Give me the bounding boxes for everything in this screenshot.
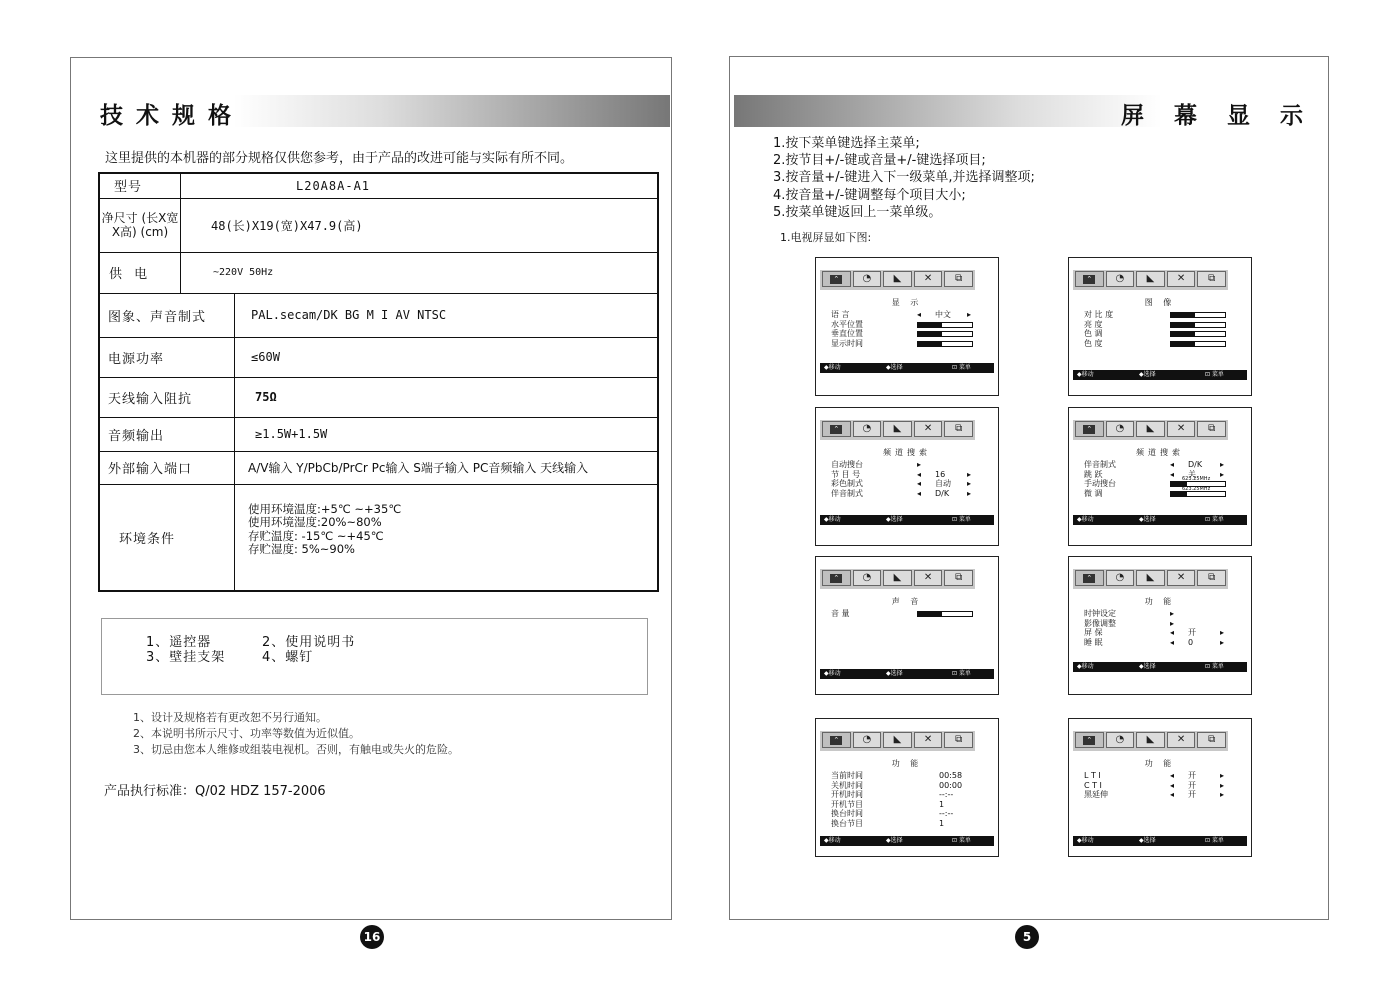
- osd-menu-row: [831, 790, 988, 800]
- osd-menu-row: [831, 819, 988, 829]
- function-tab-icon: ⧉: [944, 271, 973, 287]
- osd-right-arrow-icon: ▸: [1220, 771, 1225, 780]
- osd-row-label: L T I: [1084, 771, 1101, 780]
- picture-tab-icon: ◔: [853, 271, 882, 287]
- osd-row-label: 开机时间: [831, 790, 863, 800]
- osd-right-arrow-icon: ▸: [967, 469, 972, 479]
- function-tab-icon: ⧉: [1197, 732, 1226, 748]
- osd-row-value: 中文: [935, 310, 951, 319]
- osd-row-label: 色 调: [1084, 329, 1103, 339]
- left-page: [70, 57, 672, 920]
- osd-row-label: 开机节目: [831, 799, 863, 809]
- osd-row-label: 伴音制式: [831, 488, 863, 498]
- page-title: 屏幕显示: [1121, 103, 1333, 129]
- osd-row-label: 换台时间: [831, 809, 863, 819]
- osd-right-arrow-icon: ▸: [1170, 609, 1175, 618]
- accessory-item: 2、使用说明书: [262, 635, 356, 650]
- osd-level-fill: [918, 342, 942, 346]
- channel-tab-icon: ◣: [1136, 732, 1165, 748]
- osd-screen: [815, 257, 999, 396]
- osd-menu-title: 频道搜索: [883, 448, 931, 457]
- osd-footer: [1073, 515, 1247, 525]
- osd-footer: [820, 515, 994, 525]
- picture-tab-icon: ◔: [853, 732, 882, 748]
- osd-footer-move: ◆移动: [824, 516, 841, 523]
- spec-label: 图象、声音制式: [99, 293, 235, 337]
- osd-level-bar: [917, 322, 973, 328]
- osd-icon-bar: [820, 270, 975, 290]
- osd-left-arrow-icon: ◂: [1170, 771, 1175, 780]
- osd-menu-row: [831, 479, 988, 489]
- osd-row-label: 影像调整: [1084, 618, 1116, 628]
- osd-footer: [820, 669, 994, 679]
- osd-footer-menu: ⊡ 菜单: [1205, 663, 1224, 670]
- channel-tab-icon: ◣: [883, 732, 912, 748]
- osd-icon-bar: [820, 731, 975, 751]
- osd-menu-row: [1084, 476, 1241, 489]
- spec-label: 外部输入端口: [99, 451, 235, 484]
- osd-level-bar: [1170, 312, 1226, 318]
- osd-footer-menu: ⊡ 菜单: [952, 670, 971, 677]
- sound-tab-icon: ✕: [1167, 271, 1196, 287]
- channel-tab-icon: ◣: [883, 271, 912, 287]
- sound-tab-icon: ✕: [914, 271, 943, 287]
- osd-left-arrow-icon: ◂: [917, 469, 922, 479]
- picture-tab-icon: ◔: [1106, 271, 1135, 287]
- accessory-item: 4、螺钉: [262, 650, 314, 665]
- sound-tab-icon: ✕: [1167, 570, 1196, 586]
- osd-level-bar: [1170, 331, 1226, 337]
- osd-menu-row: [1084, 485, 1241, 499]
- sound-tab-icon: ✕: [1167, 421, 1196, 437]
- spec-label: 电源功率: [99, 337, 235, 377]
- osd-level-bar: [917, 341, 973, 347]
- osd-row-label: 睡 眠: [1084, 637, 1103, 647]
- env-line: 使用环境湿度:20%~80%: [248, 515, 382, 529]
- osd-row-label: 节 目 号: [831, 469, 861, 479]
- osd-level-bar: [917, 331, 973, 337]
- product-standard: 产品执行标准：Q/02 HDZ 157-2006: [104, 784, 326, 799]
- osd-screen: [815, 407, 999, 546]
- osd-footer-menu: ⊡ 菜单: [952, 837, 971, 844]
- osd-row-value: --:--: [939, 809, 954, 819]
- osd-level-fill: [1171, 323, 1195, 327]
- osd-right-arrow-icon: ▸: [1220, 637, 1225, 647]
- osd-row-label: 垂直位置: [831, 329, 863, 339]
- osd-left-arrow-icon: ◂: [917, 488, 922, 498]
- osd-menu-title: 功 能: [1144, 759, 1176, 768]
- osd-level-fill: [918, 332, 942, 336]
- osd-row-value: 16: [935, 469, 946, 479]
- spec-row-audio: [99, 417, 658, 451]
- osd-footer-select: ◆选择: [1139, 663, 1156, 670]
- page-title: 技术规格: [100, 103, 244, 129]
- osd-row-label: 换台节目: [831, 819, 863, 828]
- osd-left-arrow-icon: ◂: [1170, 469, 1175, 479]
- sound-tab-icon: ✕: [914, 421, 943, 437]
- osd-screen: [815, 718, 999, 857]
- osd-icon-bar: [1073, 420, 1228, 440]
- spec-row-power: [99, 252, 658, 293]
- function-tab-icon: ⧉: [1197, 421, 1226, 437]
- osd-level-fill: [918, 612, 942, 616]
- osd-menu-row: [1084, 790, 1241, 800]
- note-item: 2、本说明书所示尺寸、功率等数值为近似值。: [133, 727, 360, 740]
- osd-level-fill: [1171, 313, 1195, 317]
- step-item: 5.按菜单键返回上一菜单级。: [773, 204, 942, 220]
- osd-menu-row: [1084, 310, 1241, 320]
- sound-tab-icon: ✕: [1167, 732, 1196, 748]
- osd-row-value: D/K: [935, 488, 950, 498]
- osd-footer: [1073, 370, 1247, 380]
- osd-right-arrow-icon: ▸: [1220, 780, 1225, 790]
- osd-row-label: 时钟设定: [1084, 609, 1116, 618]
- osd-right-arrow-icon: ▸: [1220, 460, 1225, 469]
- channel-tab-icon: ◣: [1136, 570, 1165, 586]
- title-banner: [72, 95, 670, 127]
- osd-row-value: D/K: [1188, 460, 1203, 469]
- osd-menu-row: [831, 339, 988, 349]
- osd-icon-bar: [820, 569, 975, 589]
- osd-row-value: 自动: [935, 479, 951, 489]
- osd-footer: [820, 836, 994, 846]
- picture-tab-icon: ◔: [853, 570, 882, 586]
- osd-menu-title: 功 能: [891, 759, 923, 768]
- osd-row-value: 开: [1188, 790, 1196, 800]
- spec-label: 净尺寸 (长X宽X高) (cm): [99, 198, 181, 252]
- osd-menu-row: [831, 310, 988, 320]
- subheading: 1.电视屏显如下图:: [780, 231, 872, 244]
- osd-icon-bar: [1073, 569, 1228, 589]
- display-tab-icon: ⌃: [822, 271, 851, 287]
- function-tab-icon: ⧉: [1197, 271, 1226, 287]
- osd-screen: [1068, 407, 1252, 546]
- osd-level-fill: [918, 323, 942, 327]
- function-tab-icon: ⧉: [944, 732, 973, 748]
- intro-text: 这里提供的本机器的部分规格仅供您参考，由于产品的改进可能与实际有所不同。: [105, 151, 574, 166]
- osd-menu-title: 声 音: [891, 597, 923, 606]
- osd-right-arrow-icon: ▸: [1220, 790, 1225, 800]
- osd-footer-move: ◆移动: [824, 837, 841, 844]
- osd-row-value: --:--: [939, 790, 954, 800]
- spec-value: ~220V 50Hz: [181, 252, 659, 293]
- osd-footer-menu: ⊡ 菜单: [1205, 371, 1224, 378]
- spec-row-antenna: [99, 377, 658, 417]
- osd-footer-menu: ⊡ 菜单: [1205, 837, 1224, 844]
- spec-table: [98, 172, 659, 592]
- spec-label: 音频输出: [99, 417, 235, 451]
- note-item: 3、切忌由您本人维修或组装电视机。否则，有触电或失火的危险。: [133, 743, 459, 756]
- channel-tab-icon: ◣: [1136, 271, 1165, 287]
- osd-right-arrow-icon: ▸: [967, 479, 972, 489]
- osd-row-label: 自动搜台: [831, 460, 863, 469]
- display-tab-icon: ⌃: [1075, 271, 1104, 287]
- osd-footer-move: ◆移动: [1077, 371, 1094, 378]
- picture-tab-icon: ◔: [1106, 570, 1135, 586]
- osd-right-arrow-icon: ▸: [1220, 469, 1225, 479]
- osd-menu-row: [1084, 329, 1241, 339]
- function-tab-icon: ⧉: [944, 570, 973, 586]
- picture-tab-icon: ◔: [1106, 732, 1135, 748]
- spec-label: 型号: [99, 173, 181, 198]
- osd-row-label: 对 比 度: [1084, 310, 1114, 319]
- spec-value: 48(长)X19(宽)X47.9(高): [181, 198, 659, 252]
- osd-row-label: 音 量: [831, 609, 850, 618]
- step-item: 2.按节目+/-键或音量+/-键选择项目;: [773, 153, 986, 169]
- accessory-item: 1、遥控器: [146, 635, 212, 650]
- display-tab-icon: ⌃: [1075, 421, 1104, 437]
- osd-level-fill: [1171, 342, 1195, 346]
- osd-right-arrow-icon: ▸: [917, 460, 922, 469]
- channel-tab-icon: ◣: [1136, 421, 1165, 437]
- osd-footer-select: ◆选择: [1139, 516, 1156, 523]
- osd-footer-move: ◆移动: [824, 670, 841, 677]
- osd-menu-row: [831, 329, 988, 339]
- osd-row-value: 开: [1188, 771, 1196, 780]
- osd-row-label: 黑延伸: [1084, 790, 1108, 800]
- osd-left-arrow-icon: ◂: [1170, 628, 1175, 638]
- osd-footer-move: ◆移动: [1077, 516, 1094, 523]
- osd-icon-bar: [1073, 270, 1228, 290]
- spec-row-consumption: [99, 337, 658, 377]
- osd-menu-row: [1084, 619, 1241, 629]
- osd-row-value: 1: [939, 799, 945, 809]
- osd-row-label: 显示时间: [831, 338, 863, 348]
- osd-row-value: 0: [1188, 637, 1194, 647]
- osd-menu-title: 频道搜索: [1136, 448, 1184, 457]
- osd-menu-row: [831, 609, 988, 619]
- spec-value: 75Ω: [235, 377, 658, 417]
- osd-menu-title: 显 示: [891, 298, 923, 307]
- title-banner: [734, 95, 1333, 129]
- sound-tab-icon: ✕: [914, 732, 943, 748]
- sound-tab-icon: ✕: [914, 570, 943, 586]
- osd-row-label: 当前时间: [831, 771, 863, 780]
- osd-menu-row: [1084, 638, 1241, 648]
- osd-row-label: 跳 跃: [1084, 469, 1103, 479]
- function-tab-icon: ⧉: [1197, 570, 1226, 586]
- osd-left-arrow-icon: ◂: [917, 310, 922, 319]
- osd-right-arrow-icon: ▸: [967, 488, 972, 498]
- osd-footer-select: ◆选择: [886, 837, 903, 844]
- spec-value: PAL.secam/DK BG M I AV NTSC: [235, 293, 658, 337]
- steps-list: [773, 135, 1035, 221]
- spec-label: 供 电: [99, 252, 181, 293]
- osd-row-label: 关机时间: [831, 780, 863, 790]
- env-line: 使用环境温度:+5℃ ~+35℃: [248, 501, 402, 516]
- spec-row-environment: [99, 484, 658, 591]
- step-item: 1.按下菜单键选择主菜单;: [773, 136, 920, 151]
- spec-row-size: [99, 198, 658, 252]
- osd-row-value: 1: [939, 819, 945, 828]
- osd-row-label: 语 言: [831, 310, 850, 319]
- osd-row-value: 开: [1188, 780, 1196, 790]
- osd-level-bar: [1170, 322, 1226, 328]
- osd-footer: [1073, 836, 1247, 846]
- display-tab-icon: ⌃: [822, 421, 851, 437]
- osd-footer: [820, 363, 994, 373]
- osd-footer-move: ◆移动: [1077, 663, 1094, 670]
- osd-footer-move: ◆移动: [824, 364, 841, 371]
- osd-left-arrow-icon: ◂: [917, 479, 922, 489]
- notes: [133, 710, 459, 758]
- display-tab-icon: ⌃: [822, 570, 851, 586]
- osd-footer-select: ◆选择: [886, 670, 903, 677]
- osd-footer-menu: ⊡ 菜单: [952, 364, 971, 371]
- channel-tab-icon: ◣: [883, 570, 912, 586]
- osd-footer-select: ◆选择: [1139, 371, 1156, 378]
- spec-row-format: [99, 293, 658, 337]
- osd-row-label: 色 度: [1084, 338, 1103, 348]
- osd-menu-row: [1084, 771, 1241, 781]
- osd-row-label: 亮 度: [1084, 319, 1103, 329]
- step-item: 3.按音量+/-键进入下一级菜单,并选择调整项;: [773, 170, 1035, 186]
- osd-menu-title: 功 能: [1144, 597, 1176, 606]
- display-tab-icon: ⌃: [1075, 732, 1104, 748]
- osd-footer-select: ◆选择: [886, 516, 903, 523]
- osd-frequency: 623.25MHz: [1182, 485, 1211, 492]
- osd-menu-row: [831, 809, 988, 819]
- osd-menu-row: [831, 489, 988, 499]
- osd-left-arrow-icon: ◂: [1170, 460, 1175, 469]
- osd-screen: [1068, 556, 1252, 695]
- osd-row-value: 00:58: [939, 771, 963, 780]
- spec-row-inputs: [99, 451, 658, 484]
- osd-row-label: 手动搜台: [1084, 479, 1116, 489]
- step-item: 4.按音量+/-键调整每个项目大小;: [773, 187, 966, 203]
- accessory-item: 3、壁挂支架: [146, 650, 226, 665]
- osd-icon-bar: [1073, 731, 1228, 751]
- osd-menu-row: [1084, 609, 1241, 619]
- env-line: 存贮温度: -15℃ ~+45℃: [248, 528, 384, 543]
- spec-value: L20A8A-A1: [181, 173, 659, 198]
- osd-menu-row: [1084, 320, 1241, 330]
- osd-row-label: 水平位置: [831, 319, 863, 329]
- osd-footer-menu: ⊡ 菜单: [952, 516, 971, 523]
- osd-row-label: 彩色制式: [831, 479, 863, 489]
- osd-icon-bar: [820, 420, 975, 440]
- osd-screen: [1068, 718, 1252, 857]
- osd-level-fill: [1171, 332, 1195, 336]
- page-number-left: 16: [360, 925, 384, 949]
- osd-row-value: 00:00: [939, 780, 963, 790]
- spec-value: ≤60W: [235, 337, 658, 377]
- page-number-right: 5: [1015, 925, 1039, 949]
- osd-row-label: 微 调: [1084, 488, 1103, 498]
- osd-frequency: 623.25MHz: [1182, 476, 1211, 483]
- osd-menu-title: 图 像: [1144, 298, 1176, 307]
- osd-footer-menu: ⊡ 菜单: [1205, 516, 1224, 523]
- spec-value: ≥1.5W+1.5W: [235, 417, 658, 451]
- function-tab-icon: ⧉: [944, 421, 973, 437]
- picture-tab-icon: ◔: [1106, 421, 1135, 437]
- osd-footer-select: ◆选择: [1139, 837, 1156, 844]
- osd-right-arrow-icon: ▸: [1170, 618, 1175, 628]
- osd-row-label: 伴音制式: [1084, 460, 1116, 469]
- spec-value: [235, 484, 658, 591]
- spec-row-model: [99, 173, 658, 198]
- osd-footer-move: ◆移动: [1077, 837, 1094, 844]
- osd-screen: [815, 556, 999, 695]
- osd-menu-row: [1084, 460, 1241, 470]
- osd-row-value: 关: [1188, 469, 1196, 479]
- osd-level-bar: [917, 611, 973, 617]
- osd-footer: [1073, 662, 1247, 672]
- osd-left-arrow-icon: ◂: [1170, 780, 1175, 790]
- spec-label: 天线输入阻抗: [99, 377, 235, 417]
- note-item: 1、设计及规格若有更改恕不另行通知。: [133, 711, 327, 724]
- osd-menu-row: [1084, 339, 1241, 349]
- osd-left-arrow-icon: ◂: [1170, 637, 1175, 647]
- osd-row-label: C T I: [1084, 780, 1102, 790]
- accessories-box: [101, 618, 648, 695]
- osd-screen: [1068, 257, 1252, 396]
- osd-footer-select: ◆选择: [886, 364, 903, 371]
- channel-tab-icon: ◣: [883, 421, 912, 437]
- osd-level-bar: [1170, 341, 1226, 347]
- osd-row-label: 屏 保: [1084, 628, 1103, 638]
- picture-tab-icon: ◔: [853, 421, 882, 437]
- osd-menu-row: [1084, 628, 1241, 638]
- osd-menu-row: [831, 771, 988, 781]
- osd-right-arrow-icon: ▸: [1220, 628, 1225, 638]
- osd-right-arrow-icon: ▸: [967, 310, 972, 319]
- spec-label: 环境条件: [99, 484, 235, 591]
- spec-value: A/V输入 Y/PbCb/PrCr Pc输入 S端子输入 PC音频输入 天线输入: [235, 451, 658, 484]
- osd-left-arrow-icon: ◂: [1170, 790, 1175, 800]
- display-tab-icon: ⌃: [822, 732, 851, 748]
- osd-menu-row: [831, 460, 988, 470]
- display-tab-icon: ⌃: [1075, 570, 1104, 586]
- env-line: 存贮湿度: 5%~90%: [248, 542, 355, 556]
- osd-row-value: 开: [1188, 628, 1196, 638]
